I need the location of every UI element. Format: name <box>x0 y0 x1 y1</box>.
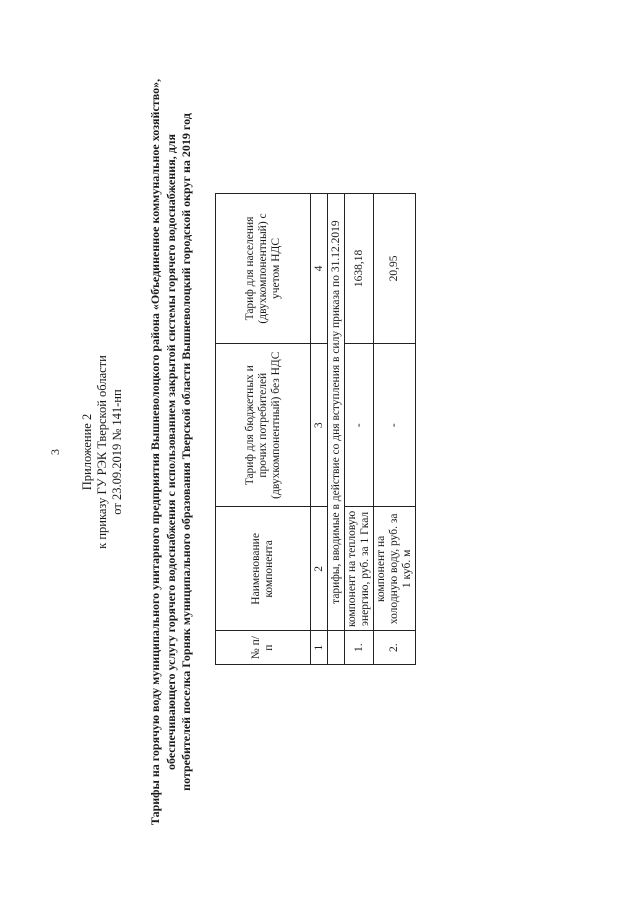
appendix-line-1: Приложение 2 <box>79 413 94 491</box>
appendix-heading <box>80 22 125 882</box>
population-tariff-cell: 20,95 <box>373 194 415 344</box>
population-tariff-cell: 1638,18 <box>344 194 373 344</box>
budget-tariff-cell: - <box>373 343 415 507</box>
column-number-cell: 4 <box>310 194 327 344</box>
row-number-cell: 1. <box>344 631 373 665</box>
column-number-cell: 1 <box>310 631 327 665</box>
table-header-row <box>215 194 310 665</box>
period-row <box>327 194 344 665</box>
table-row <box>344 194 373 665</box>
appendix-line-2: к приказу ГУ РЭК Тверской области <box>94 355 109 549</box>
tariff-table <box>215 193 416 665</box>
header-cell-budget-tariff: Тариф для бюджетных и прочих потребителей (двухкомпонентный) без НДС <box>215 343 310 507</box>
period-cell: тарифы, вводимые в действие со дня вступления в силу приказа по 31.12.2019 <box>327 194 344 631</box>
document-title-line-2: обеспечивающего услугу горячего водоснабжения с использованием закрытой системы горячего водоснабжения, для <box>163 134 177 771</box>
appendix-line-3: от 23.09.2019 № 141-нп <box>109 389 124 515</box>
header-cell-population-tariff: Тариф для населения (двухкомпонентный) с учетом НДС <box>215 194 310 344</box>
component-name-cell: компонент на холодную воду, руб. за 1 куб. м <box>373 507 415 631</box>
document-title-line-1: Тарифы на горячую воду муниципального унитарного предприятия Вышневолоцкого района «Объединенное коммунальное хозяйство», <box>147 78 162 826</box>
rotated-document-page <box>20 22 620 882</box>
page-number: 3 <box>47 449 62 455</box>
table-row <box>373 194 415 665</box>
component-name-cell: компонент на тепловую энергию, руб. за 1 Гкал <box>344 507 373 631</box>
document-title-line-3: потребителей поселка Горняк муниципального образования Тверской области Вышневолоцкий городской округ на 2019 год <box>178 113 193 791</box>
header-cell-number: № п/п <box>215 631 310 665</box>
document-title <box>148 32 195 872</box>
header-cell-component: Наименование компонента <box>215 507 310 631</box>
row-number-cell: 2. <box>373 631 415 665</box>
column-number-row <box>310 194 327 665</box>
budget-tariff-cell: - <box>344 343 373 507</box>
column-number-cell: 3 <box>310 343 327 507</box>
column-number-cell: 2 <box>310 507 327 631</box>
